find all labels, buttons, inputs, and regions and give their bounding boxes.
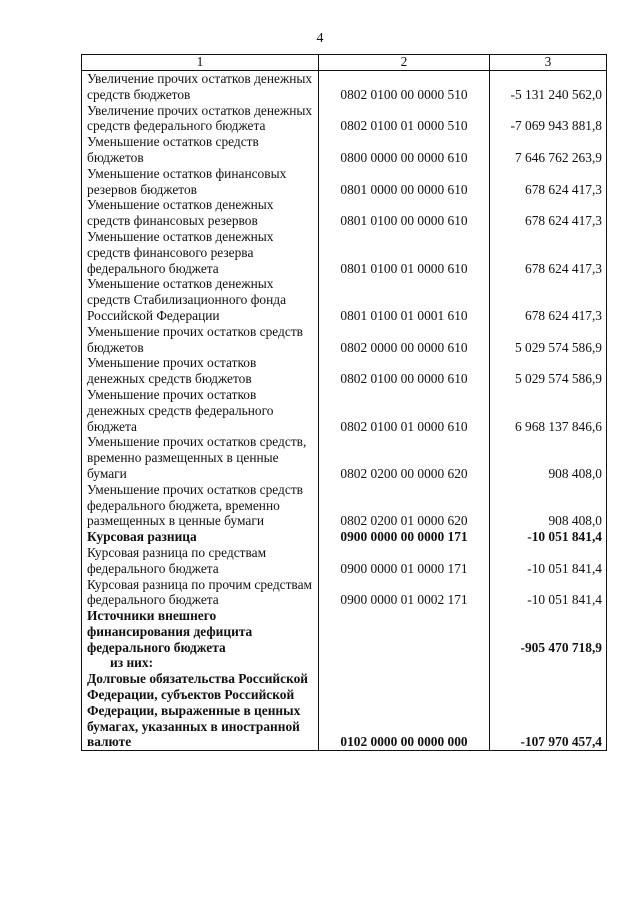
row-name-cell: Уменьшение прочих остатков средств федерального бюджета, временно размещенных в ценные бумаги: [82, 482, 319, 529]
column-number-header-row: [82, 55, 607, 71]
row-code-cell: 0802 0000 00 0000 610: [319, 324, 490, 356]
column-header-3: 3: [490, 55, 607, 71]
row-name-cell: Уменьшение остатков денежных средств финансовых резервов: [82, 197, 319, 229]
column-header-2: 2: [319, 55, 490, 71]
row-value-cell: 678 624 417,3: [490, 276, 607, 323]
row-value-cell: 908 408,0: [490, 434, 607, 481]
column-header-1: 1: [82, 55, 319, 71]
row-name-cell: Уменьшение остатков денежных средств финансового резерва федерального бюджета: [82, 229, 319, 276]
row-name-cell: Уменьшение прочих остатков денежных средств федерального бюджета: [82, 387, 319, 434]
table-row: [82, 197, 607, 229]
row-value-cell: 678 624 417,3: [490, 229, 607, 276]
row-code-cell: 0802 0100 00 0000 610: [319, 355, 490, 387]
row-name-cell: Курсовая разница по прочим средствам федерального бюджета: [82, 577, 319, 609]
row-value-cell: -107 970 457,4: [490, 671, 607, 750]
row-value-cell: -10 051 841,4: [490, 529, 607, 545]
row-value-cell: 5 029 574 586,9: [490, 324, 607, 356]
row-code-cell: 0801 0000 00 0000 610: [319, 166, 490, 198]
row-value-cell: 5 029 574 586,9: [490, 355, 607, 387]
row-name-cell: Уменьшение остатков денежных средств Стабилизационного фонда Российской Федерации: [82, 276, 319, 323]
table-row: [82, 545, 607, 577]
row-name-cell: Увеличение прочих остатков денежных средств бюджетов: [82, 71, 319, 103]
row-value-cell: 678 624 417,3: [490, 197, 607, 229]
row-name-cell: Курсовая разница: [82, 529, 319, 545]
row-code-cell: [319, 655, 490, 671]
row-value-cell: -5 131 240 562,0: [490, 71, 607, 103]
row-code-cell: 0900 0000 00 0000 171: [319, 529, 490, 545]
row-name-cell: Курсовая разница по средствам федерального бюджета: [82, 545, 319, 577]
row-name-cell: из них:: [82, 655, 319, 671]
row-code-cell: 0802 0100 01 0000 610: [319, 387, 490, 434]
row-value-cell: -10 051 841,4: [490, 545, 607, 577]
row-name-cell: Источники внешнего финансирования дефицита федерального бюджета: [82, 608, 319, 655]
row-name-cell: Увеличение прочих остатков денежных средств федерального бюджета: [82, 103, 319, 135]
table-row: [82, 166, 607, 198]
table-row: [82, 324, 607, 356]
table-row: [82, 608, 607, 655]
row-code-cell: 0102 0000 00 0000 000: [319, 671, 490, 750]
row-name-cell: Уменьшение прочих остатков средств бюджетов: [82, 324, 319, 356]
row-code-cell: 0801 0100 01 0001 610: [319, 276, 490, 323]
row-code-cell: 0800 0000 00 0000 610: [319, 134, 490, 166]
table-row: [82, 655, 607, 671]
page-number: 4: [316, 31, 324, 46]
row-value-cell: 678 624 417,3: [490, 166, 607, 198]
row-value-cell: 6 968 137 846,6: [490, 387, 607, 434]
row-value-cell: 908 408,0: [490, 482, 607, 529]
table-row: [82, 671, 607, 750]
row-name-cell: Уменьшение остатков средств бюджетов: [82, 134, 319, 166]
table-row: [82, 482, 607, 529]
table-row: [82, 387, 607, 434]
table-row: [82, 276, 607, 323]
row-code-cell: 0802 0100 00 0000 510: [319, 71, 490, 103]
table-row: [82, 134, 607, 166]
row-name-cell: Долговые обязательства Российской Федерации, субъектов Российской Федерации, выраженные в ценных бумагах, указанных в иностранной валюте: [82, 671, 319, 750]
row-code-cell: 0802 0200 00 0000 620: [319, 434, 490, 481]
table-row: [82, 229, 607, 276]
row-code-cell: 0801 0100 00 0000 610: [319, 197, 490, 229]
row-value-cell: -7 069 943 881,8: [490, 103, 607, 135]
row-code-cell: 0802 0200 01 0000 620: [319, 482, 490, 529]
table-row: [82, 103, 607, 135]
row-code-cell: 0900 0000 01 0002 171: [319, 577, 490, 609]
table-row: [82, 577, 607, 609]
row-value-cell: [490, 655, 607, 671]
table-row: [82, 434, 607, 481]
row-value-cell: 7 646 762 263,9: [490, 134, 607, 166]
row-value-cell: -10 051 841,4: [490, 577, 607, 609]
table-row: [82, 529, 607, 545]
row-value-cell: -905 470 718,9: [490, 608, 607, 655]
table-row: [82, 71, 607, 103]
row-code-cell: [319, 608, 490, 655]
row-name-cell: Уменьшение прочих остатков денежных средств бюджетов: [82, 355, 319, 387]
row-name-cell: Уменьшение остатков финансовых резервов бюджетов: [82, 166, 319, 198]
row-code-cell: 0900 0000 01 0000 171: [319, 545, 490, 577]
table-row: [82, 355, 607, 387]
row-name-cell: Уменьшение прочих остатков средств, временно размещенных в ценные бумаги: [82, 434, 319, 481]
table-body: [82, 71, 607, 751]
row-code-cell: 0802 0100 01 0000 510: [319, 103, 490, 135]
row-code-cell: 0801 0100 01 0000 610: [319, 229, 490, 276]
budget-sources-table: [81, 54, 607, 751]
